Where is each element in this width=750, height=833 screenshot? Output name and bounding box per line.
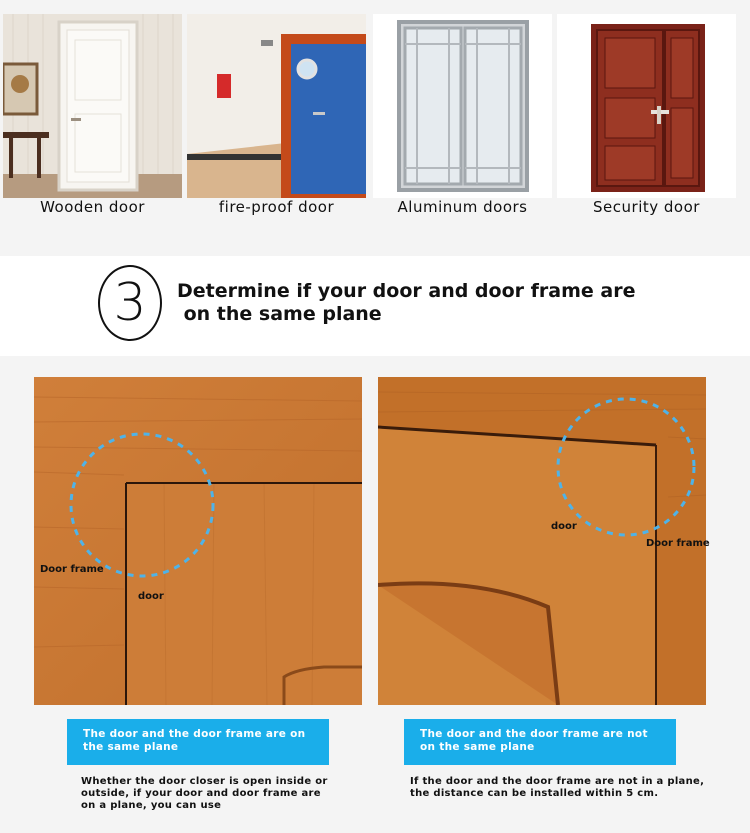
door-label: door	[138, 591, 164, 602]
door-frame-label: Door frame	[40, 564, 104, 575]
step-title: Determine if your door and door frame are on the same plane	[177, 280, 636, 325]
security-door-photo	[557, 14, 736, 198]
door-type-label: Wooden door	[40, 198, 145, 216]
door-type-label: Security door	[593, 198, 700, 216]
door-frame-label: Door frame	[646, 538, 710, 549]
aluminum-door-photo	[373, 14, 552, 198]
same-plane-photo	[34, 377, 362, 705]
fire-proof-door-photo	[187, 14, 366, 198]
door-type-label: fire-proof door	[218, 198, 335, 216]
same-plane-box: The door and the door frame are on the same plane	[67, 719, 329, 765]
same-plane-note: Whether the door closer is open inside or outside, if your door and door frame are on a plane, you can use	[81, 776, 328, 811]
not-same-plane-note: If the door and the door frame are not in a plane, the distance can be installed within 5 cm.	[410, 776, 705, 799]
door-type-label: Aluminum doors	[397, 198, 528, 216]
wooden-door-photo	[3, 14, 182, 198]
door-label: door	[551, 521, 577, 532]
step-number: 3	[98, 265, 162, 341]
not-same-plane-box: The door and the door frame are not on the same plane	[404, 719, 676, 765]
